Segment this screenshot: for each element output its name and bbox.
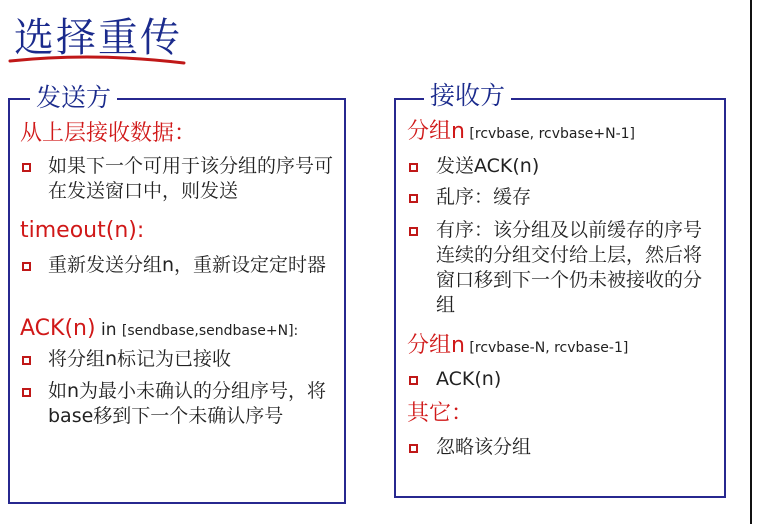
- receiver-item-ignore: 忽略该分组: [436, 436, 532, 458]
- bullet-icon: [409, 227, 418, 236]
- sender-item-send: 如果下一个可用于该分组的序号可在发送窗口中，则发送: [48, 155, 334, 202]
- receiver-heading-in-window-main: 分组n: [407, 119, 465, 144]
- bullet-icon: [22, 163, 31, 172]
- sender-heading-ack-main: ACK(n): [20, 316, 96, 341]
- sender-heading-ack-in: in: [95, 320, 122, 340]
- sender-item-move-base: 如n为最小未确认的分组序号，将base移到下一个未确认序号: [48, 380, 327, 427]
- sender-panel-title: 发送方: [30, 83, 117, 113]
- receiver-item-ack: ACK(n): [436, 368, 502, 390]
- sender-item-resend: 重新发送分组n，重新设定定时器: [48, 254, 327, 276]
- receiver-heading-previous-window: [407, 332, 628, 362]
- receiver-heading-in-window: [407, 118, 635, 148]
- sender-heading-ack: [20, 315, 298, 345]
- bullet-icon: [22, 356, 31, 365]
- receiver-item-out-of-order: 乱序：缓存: [436, 186, 532, 208]
- bullet-icon: [409, 163, 418, 172]
- receiver-heading-previous-window-main: 分组n: [407, 333, 465, 358]
- bullet-icon: [22, 262, 31, 271]
- bullet-icon: [22, 388, 31, 397]
- right-border-rule: [750, 0, 752, 524]
- bullet-icon: [409, 444, 418, 453]
- receiver-heading-other: 其它：: [407, 401, 474, 426]
- sender-heading-receive: 从上层接收数据：: [20, 121, 197, 146]
- receiver-heading-previous-window-range: [rcvbase-N, rcvbase-1]: [464, 340, 629, 356]
- receiver-item-send-ack: 发送ACK(n): [436, 155, 540, 177]
- bullet-icon: [409, 376, 418, 385]
- receiver-panel-title: 接收方: [424, 81, 511, 111]
- sender-item-mark: 将分组n标记为已接收: [48, 348, 232, 370]
- sender-heading-ack-range: [sendbase,sendbase+N]:: [121, 323, 299, 339]
- page-title: 选择重传: [14, 15, 182, 61]
- receiver-heading-in-window-range: [rcvbase, rcvbase+N-1]: [464, 126, 635, 142]
- receiver-item-in-order: 有序：该分组及以前缓存的序号连续的分组交付给上层，然后将窗口移到下一个仍未被接收的分组: [436, 219, 703, 316]
- bullet-icon: [409, 194, 418, 203]
- sender-heading-timeout: timeout(n):: [20, 218, 145, 243]
- title-underline: [8, 52, 188, 68]
